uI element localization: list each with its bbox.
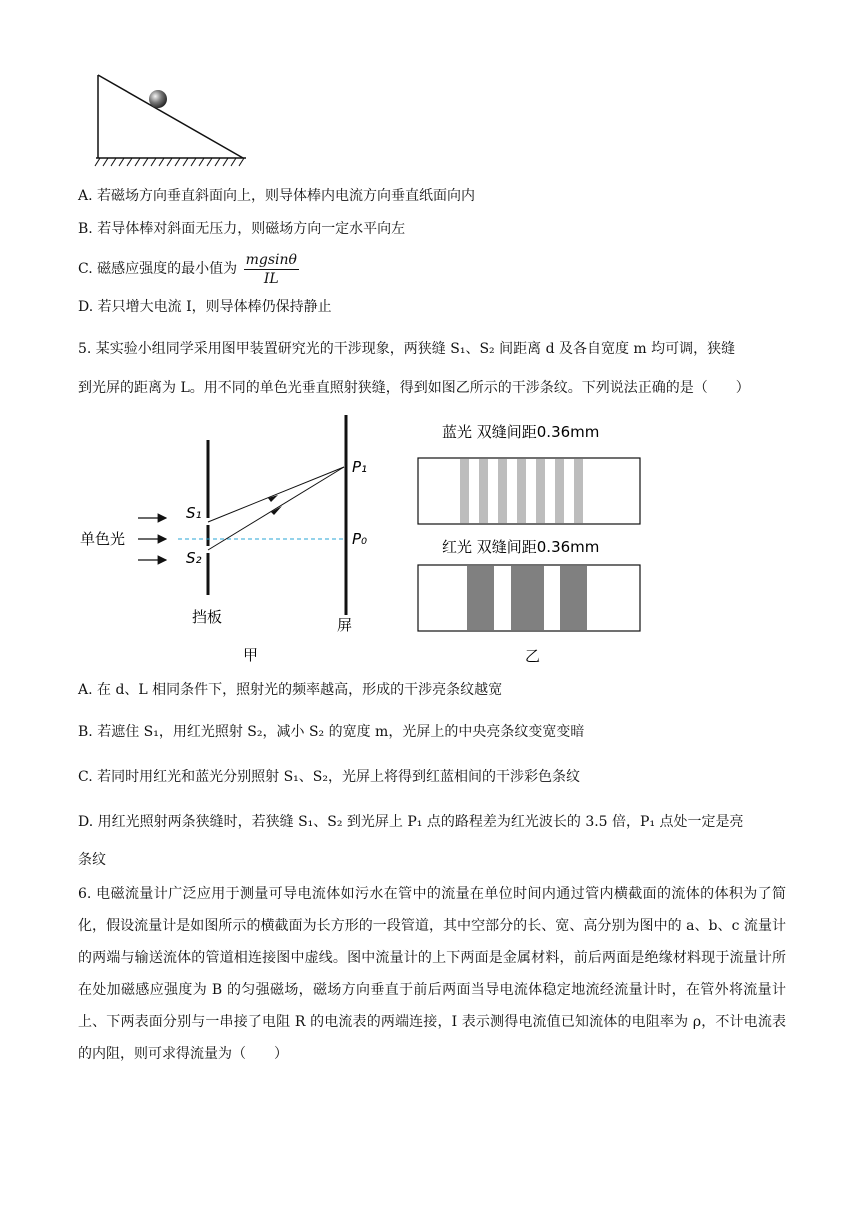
figure-yi-fringes xyxy=(410,415,650,670)
figure-jia-double-slit xyxy=(78,410,398,670)
conductor-rod-ball xyxy=(149,90,167,108)
q4-option-c-text: C. 磁感应强度的最小值为 xyxy=(78,261,238,277)
incline-slope xyxy=(98,75,243,158)
p1-label: P₁ xyxy=(352,458,368,476)
blue-fringe-panel xyxy=(418,458,640,524)
p0-label: P₀ xyxy=(352,530,368,548)
s1-label: S₁ xyxy=(186,504,202,522)
q5-stem-line-2: 到光屏的距离为 L。用不同的单色光垂直照射狭缝，得到如图乙所示的干涉条纹。下列说法正确的是（ ） xyxy=(78,380,750,396)
fraction-numerator: mgsinθ xyxy=(245,251,297,268)
q5-option-c: C. 若同时用红光和蓝光分别照射 S₁、S₂，光屏上将得到红蓝相间的干涉彩色条纹 xyxy=(78,769,580,785)
light-label: 单色光 xyxy=(80,530,126,548)
blue-fringe-title: 蓝光 双缝间距0.36mm xyxy=(442,423,600,441)
fraction-denominator: IL xyxy=(263,270,279,287)
red-fringe-title: 红光 双缝间距0.36mm xyxy=(442,538,600,556)
q5-option-a: A. 在 d、L 相同条件下，照射光的频率越高，形成的干涉亮条纹越宽 xyxy=(78,682,503,698)
q4-option-a: A. 若磁场方向垂直斜面向上，则导体棒内电流方向垂直纸面向内 xyxy=(78,188,476,204)
red-fringes xyxy=(467,566,587,630)
incline-figure xyxy=(78,70,258,170)
screen-label: 屏 xyxy=(337,616,353,634)
ray-s2-to-p1 xyxy=(208,467,344,550)
q5-option-b: B. 若遮住 S₁，用红光照射 S₂，减小 S₂ 的宽度 m，光屏上的中央亮条纹变宽变暗 xyxy=(78,724,585,740)
ground-hatching xyxy=(95,158,244,166)
q6-stem: 6. 电磁流量计广泛应用于测量可导电流体如污水在管中的流量在单位时间内通过管内横截面的流体的体积为了简化，假设流量计是如图所示的横截面为长方形的一段管道，其中空部分的长、宽、高分别为图中的 a、b、c 流量计的两端与输送流体的管道相连接图中虚线。图中流量计的上下两面是金属材料，前后两面是绝缘材料现于流量计所在处加磁感应强度为 B 的匀强磁场，磁场方向垂直于前后两面当导电流体稳定地流经流量计时，在管外将流量计上、下两表面分别与一串接了电阻 R 的电流表的两端连接，I 表示测得电流值已知流体的电阻率为 ρ，不计电流表的内阻，则可求得流量为（ ） xyxy=(78,886,787,1062)
barrier-label: 挡板 xyxy=(192,608,223,626)
q4-option-c-fraction xyxy=(244,251,299,288)
q4-option-b: B. 若导体棒对斜面无压力，则磁场方向一定水平向左 xyxy=(78,221,406,237)
q5-option-d-line-2: 条纹 xyxy=(78,852,106,868)
s2-label: S₂ xyxy=(186,549,202,567)
ray-s1-to-p1 xyxy=(208,467,344,522)
q5-stem-line-1: 5. 某实验小组同学采用图甲装置研究光的干涉现象，两狭缝 S₁、S₂ 间距离 d 及各自宽度 m 均可调，狭缝 xyxy=(78,341,736,357)
figure-yi-caption: 乙 xyxy=(525,647,541,665)
q4-option-d: D. 若只增大电流 I，则导体棒仍保持静止 xyxy=(78,299,332,315)
q4-option-c xyxy=(78,249,299,289)
figure-jia-caption: 甲 xyxy=(243,646,259,664)
q5-option-d-line-1: D. 用红光照射两条狭缝时，若狭缝 S₁、S₂ 到光屏上 P₁ 点的路程差为红光波长的 3.5 倍，P₁ 点处一定是亮 xyxy=(78,814,744,830)
